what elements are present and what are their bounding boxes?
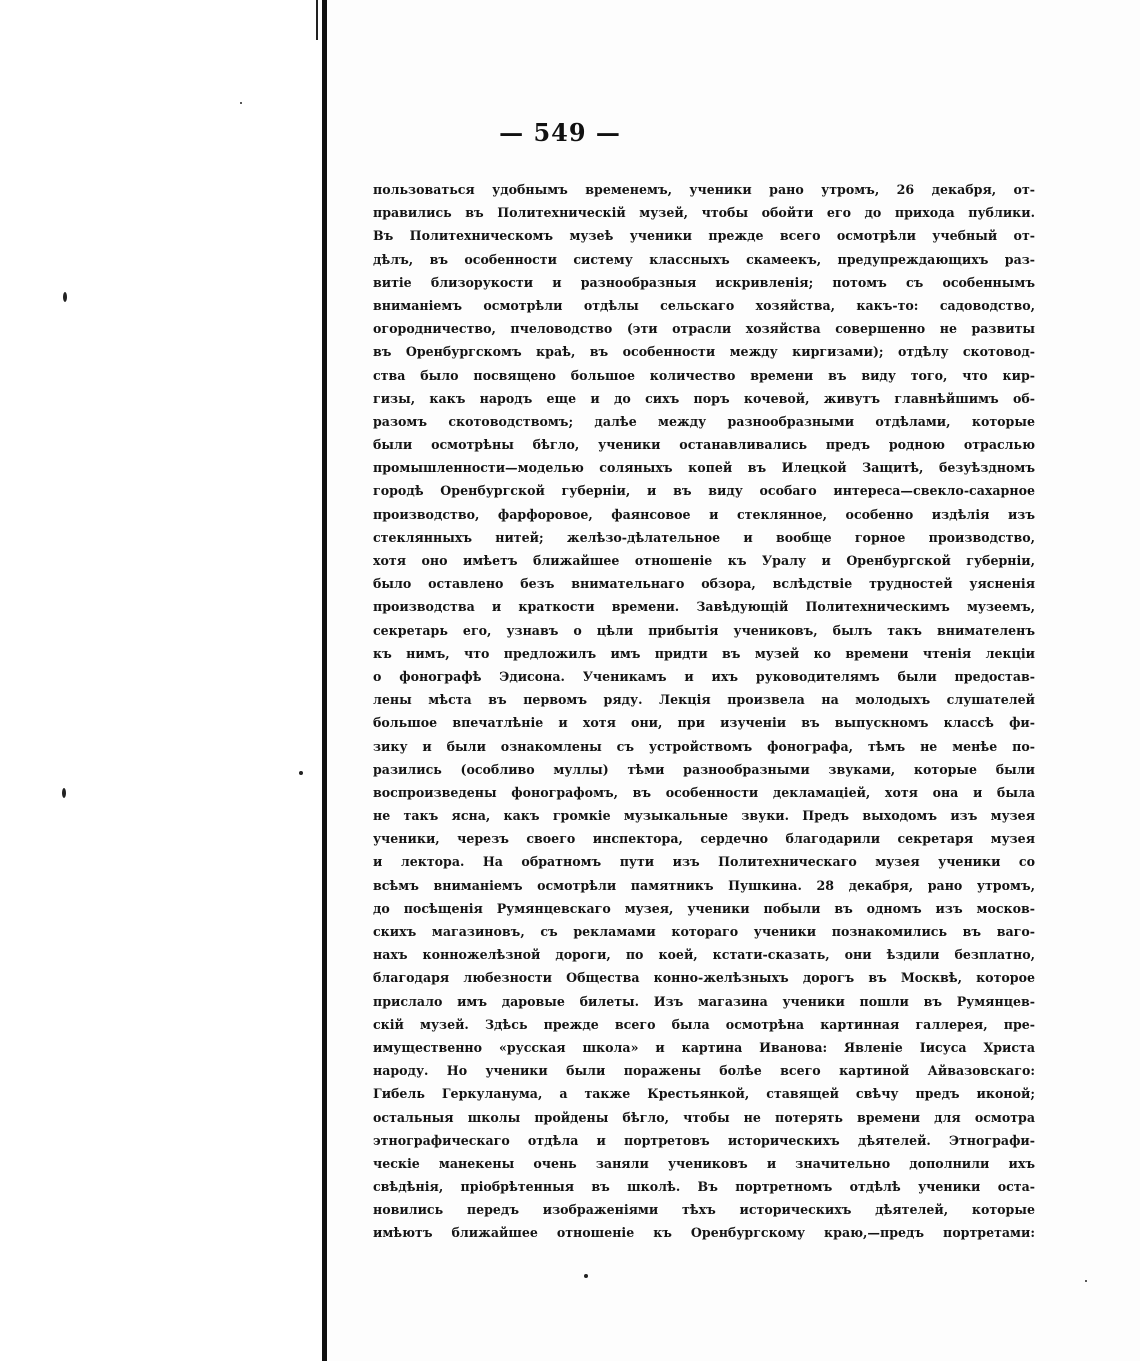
page-number: — 549 —: [499, 118, 621, 147]
text-line: имущественно «русская школа» и картина Иванова: Явленiе Iисуса Христа: [373, 1039, 1035, 1055]
text-line: секретарь его, узнавъ о цѣли прибытiя учениковъ, былъ такъ внимателенъ: [373, 622, 1035, 638]
text-line: дѣлъ, въ особенности систему классныхъ скамеекъ, предупреждающихъ раз-: [373, 251, 1035, 267]
text-line: разомъ скотоводствомъ; далѣе между разнообразными отдѣлами, которые: [373, 413, 1035, 429]
text-line: производство, фарфоровое, фаянсовое и стеклянное, особенно издѣлiя изъ: [373, 506, 1035, 522]
text-line: въ Оренбургскомъ краѣ, въ особенности между киргизами); отдѣлу скотовод-: [373, 344, 1035, 360]
text-line: благодаря любезности Общества конно-желѣзныхъ дорогъ въ Москвѣ, которое: [373, 970, 1035, 986]
text-line: и лектора. На обратномъ пути изъ Политехническаго музея ученики со: [373, 854, 1035, 870]
text-line: промышленности—моделью соляныхъ копей въ Илецкой Защитѣ, безуѣздномъ: [373, 460, 1035, 476]
scan-speck: [299, 771, 303, 775]
scan-speck: [62, 788, 66, 798]
text-line: ученики, черезъ своего инспектора, сердечно благодарили секретаря музея: [373, 831, 1035, 847]
text-line: огородничество, пчеловодство (эти отрасли хозяйства совершенно не развиты: [373, 321, 1035, 337]
text-line: разились (особливо муллы) тѣми разнообразными звуками, которые были: [373, 761, 1035, 777]
scan-speck: [584, 1274, 588, 1278]
text-line: скiй музей. Здѣсь прежде всего была осмотрѣна картинная галлерея, пре-: [373, 1016, 1035, 1032]
text-line: народу. Но ученики были поражены болѣе всего картиной Айвазовскаго:: [373, 1063, 1035, 1079]
text-line: витiе близорукости и разнообразныя искривленiя; потомъ съ особеннымъ: [373, 274, 1035, 290]
text-line: остальныя школы пройдены бѣгло, чтобы не потерять времени для осмотра: [373, 1109, 1035, 1125]
text-line: правились въ Политехническiй музей, чтобы обойти его до прихода публики.: [373, 205, 1035, 221]
text-line: прислало имъ даровые билеты. Изъ магазина ученики пошли въ Румянцев-: [373, 993, 1035, 1009]
text-line: зику и были ознакомлены съ устройствомъ фонографа, тѣмъ не менѣе по-: [373, 738, 1035, 754]
text-line: Гибель Геркуланума, а также Крестьянкой, ставящей свѣчу предъ иконой;: [373, 1086, 1035, 1102]
text-line: къ нимъ, что предложилъ имъ придти въ музей ко времени чтенiя лекцiи: [373, 645, 1035, 661]
text-line: Въ Политехническомъ музеѣ ученики прежде всего осмотрѣли учебный от-: [373, 228, 1035, 244]
text-line: до посѣщенiя Румянцевскаго музея, ученики побыли въ одномъ изъ москов-: [373, 900, 1035, 916]
text-line: было оставлено безъ внимательнаго обзора, вслѣдствiе трудностей уясненiя: [373, 576, 1035, 592]
binding-margin: [0, 0, 330, 1361]
gutter-edge-mark: [316, 0, 318, 40]
text-line: не такъ ясна, какъ громкiе музыкальные звуки. Предъ выходомъ изъ музея: [373, 808, 1035, 824]
text-line: стеклянныхъ нитей; желѣзо-дѣлательное и вообще горное производство,: [373, 529, 1035, 545]
text-line: ческiе манекены очень заняли учениковъ и значительно дополнили ихъ: [373, 1155, 1035, 1171]
scan-speck: [240, 102, 242, 104]
gutter-line: [322, 0, 327, 1361]
text-line: имѣютъ ближайшее отношенiе къ Оренбургскому краю,—предъ портретами:: [373, 1225, 1035, 1241]
text-line: хотя оно имѣетъ ближайшее отношенiе къ Уралу и Оренбургской губернiи,: [373, 553, 1035, 568]
text-line: были осмотрѣны бѣгло, ученики останавливались предъ родною отраслью: [373, 437, 1035, 453]
text-line: всѣмъ вниманiемъ осмотрѣли памятникъ Пушкина. 28 декабря, рано утромъ,: [373, 877, 1035, 893]
text-line: нахъ конножелѣзной дороги, по коей, кстати-сказать, они ѣздили безплатно,: [373, 947, 1035, 963]
text-line: ства было посвящено большое количество времени въ виду того, что кир-: [373, 367, 1035, 383]
body-text: [373, 178, 1035, 1245]
text-line: этнографическаго отдѣла и портретовъ историческихъ дѣятелей. Этнографи-: [373, 1132, 1035, 1148]
text-line: лены мѣста въ первомъ ряду. Лекцiя произвела на молодыхъ слушателей: [373, 692, 1035, 708]
text-line: большое впечатлѣнiе и хотя они, при изученiи въ выпускномъ классѣ фи-: [373, 715, 1035, 731]
scan-speck: [1085, 1280, 1087, 1282]
text-line: гизы, какъ народъ еще и до сихъ поръ кочевой, живутъ главнѣйшимъ об-: [373, 390, 1035, 406]
text-line: городѣ Оренбургской губернiи, и въ виду особаго интереса—свекло-сахарное: [373, 483, 1035, 499]
text-line: новились передъ изображенiями тѣхъ историческихъ дѣятелей, которые: [373, 1202, 1035, 1218]
scan-speck: [63, 292, 67, 302]
text-line: пользоваться удобнымъ временемъ, ученики рано утромъ, 26 декабря, от-: [373, 182, 1035, 197]
text-line: скихъ магазиновъ, съ рекламами котораго ученики познакомились въ ваго-: [373, 924, 1035, 939]
text-line: воспроизведены фонографомъ, въ особенности декламацiей, хотя она и была: [373, 784, 1035, 800]
text-line: свѣдѣнiя, прiобрѣтенныя въ школѣ. Въ портретномъ отдѣлѣ ученики оста-: [373, 1179, 1035, 1195]
text-line: о фонографѣ Эдисона. Ученикамъ и ихъ руководителямъ были предостав-: [373, 668, 1035, 684]
text-line: вниманiемъ осмотрѣли отдѣлы сельскаго хозяйства, какъ-то: садоводство,: [373, 297, 1035, 313]
text-line: производства и краткости времени. Завѣдующiй Политехническимъ музеемъ,: [373, 599, 1035, 615]
